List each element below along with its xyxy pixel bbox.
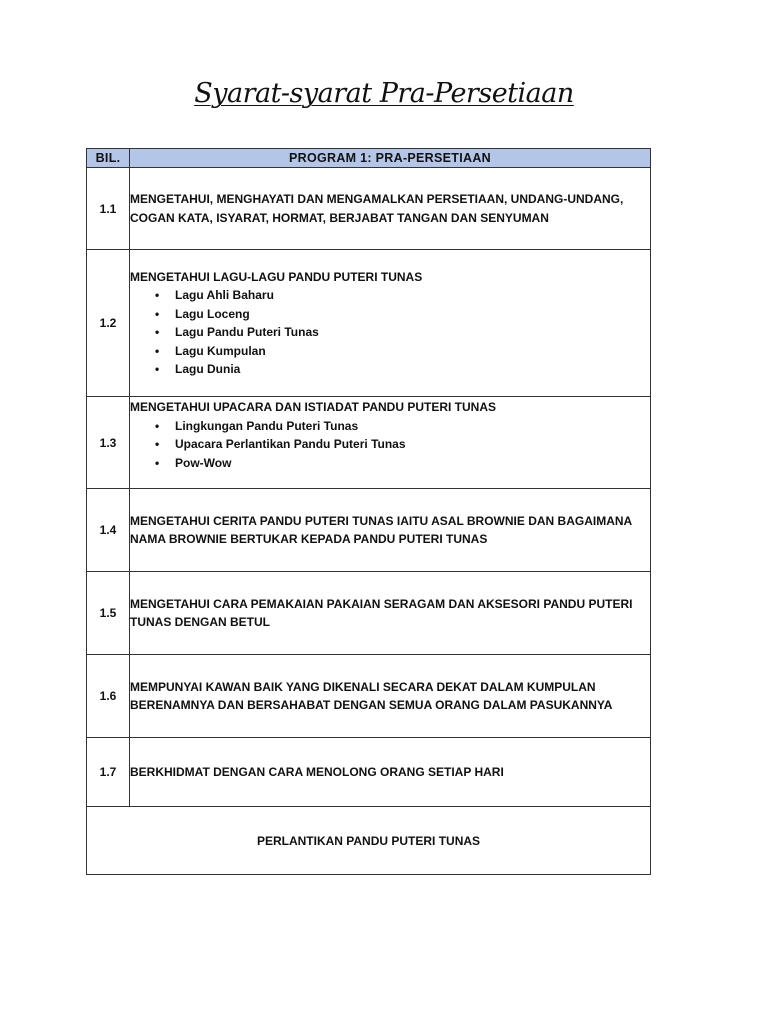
list-item-label: Lagu Kumpulan bbox=[175, 343, 266, 358]
row-content bbox=[130, 168, 651, 250]
table-row bbox=[87, 168, 651, 250]
row-content bbox=[130, 738, 651, 807]
row-text: BERKHIDMAT DENGAN CARA MENOLONG ORANG SETIAP HARI bbox=[130, 764, 504, 779]
list-item-label: Lagu Loceng bbox=[175, 306, 250, 321]
row-text: MENGETAHUI, MENGHAYATI DAN MENGAMALKAN PERSETIAAN, UNDANG-UNDANG, COGAN KATA, ISYARAT, HORMAT, BERJABAT TANGAN DAN SENYUMAN bbox=[130, 192, 624, 225]
bullet-list bbox=[130, 417, 650, 473]
table-row bbox=[87, 738, 651, 807]
column-header-bil: BIL. bbox=[87, 149, 130, 168]
list-item-label: Pow-Wow bbox=[175, 455, 232, 470]
requirements-table bbox=[86, 148, 651, 875]
table-row bbox=[87, 250, 651, 397]
list-item-label: Upacara Perlantikan Pandu Puteri Tunas bbox=[175, 437, 406, 451]
bullet-icon: • bbox=[155, 418, 160, 433]
column-header-program: PROGRAM 1: PRA-PERSETIAAN bbox=[130, 149, 651, 168]
table-row bbox=[87, 572, 651, 655]
row-number: 1.6 bbox=[87, 655, 130, 738]
row-content bbox=[130, 397, 651, 489]
row-content bbox=[130, 250, 651, 397]
bullet-icon: • bbox=[155, 437, 160, 451]
table-footer: PERLANTIKAN PANDU PUTERI TUNAS bbox=[87, 807, 651, 875]
list-item bbox=[155, 360, 650, 379]
list-item bbox=[155, 454, 650, 473]
list-item bbox=[155, 417, 650, 436]
table-header-row bbox=[87, 149, 651, 168]
list-item-label: Lagu Pandu Puteri Tunas bbox=[175, 325, 319, 339]
list-item-label: Lingkungan Pandu Puteri Tunas bbox=[175, 418, 359, 433]
table-row bbox=[87, 397, 651, 489]
list-item bbox=[155, 342, 650, 361]
page-title: Syarat-syarat Pra-Persetiaan bbox=[194, 78, 574, 109]
table-footer-row bbox=[87, 807, 651, 875]
bullet-list bbox=[130, 286, 650, 379]
table-row bbox=[87, 655, 651, 738]
row-content bbox=[130, 572, 651, 655]
row-number: 1.4 bbox=[87, 489, 130, 572]
row-text: MENGETAHUI CARA PEMAKAIAN PAKAIAN SERAGAM DAN AKSESORI PANDU PUTERI TUNAS DENGAN BETUL bbox=[130, 596, 633, 629]
bullet-icon: • bbox=[155, 362, 160, 376]
row-text: MENGETAHUI CERITA PANDU PUTERI TUNAS IAITU ASAL BROWNIE DAN BAGAIMANA NAMA BROWNIE BERTUKAR KEPADA PANDU PUTERI TUNAS bbox=[130, 513, 632, 546]
row-number: 1.1 bbox=[87, 168, 130, 250]
row-text: MEMPUNYAI KAWAN BAIK YANG DIKENALI SECARA DEKAT DALAM KUMPULAN BERENAMNYA DAN BERSAHABAT DENGAN SEMUA ORANG DALAM PASUKANNYA bbox=[130, 679, 613, 712]
list-item bbox=[155, 286, 650, 305]
list-item-label: Lagu Dunia bbox=[175, 362, 241, 376]
list-item-label: Lagu Ahli Baharu bbox=[175, 288, 274, 302]
list-item bbox=[155, 305, 650, 324]
row-number: 1.2 bbox=[87, 250, 130, 397]
row-content bbox=[130, 489, 651, 572]
row-text: MENGETAHUI UPACARA DAN ISTIADAT PANDU PUTERI TUNAS bbox=[130, 400, 496, 414]
bullet-icon: • bbox=[155, 288, 160, 302]
row-number: 1.5 bbox=[87, 572, 130, 655]
bullet-icon: • bbox=[155, 306, 160, 321]
row-number: 1.3 bbox=[87, 397, 130, 489]
list-item bbox=[155, 435, 650, 454]
bullet-icon: • bbox=[155, 343, 160, 358]
bullet-icon: • bbox=[155, 325, 160, 339]
table-row bbox=[87, 489, 651, 572]
row-number: 1.7 bbox=[87, 738, 130, 807]
row-content bbox=[130, 655, 651, 738]
row-text: MENGETAHUI LAGU-LAGU PANDU PUTERI TUNAS bbox=[130, 269, 423, 284]
list-item bbox=[155, 323, 650, 342]
bullet-icon: • bbox=[155, 455, 160, 470]
